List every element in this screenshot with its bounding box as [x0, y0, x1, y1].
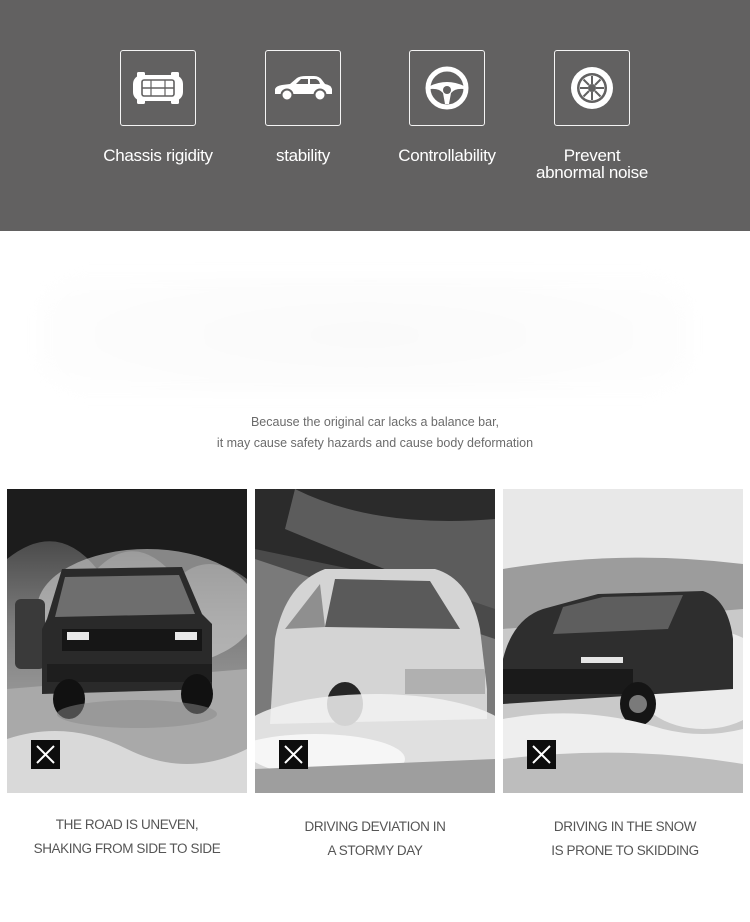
intro-line-1: Because the original car lacks a balance bar,: [250, 415, 500, 429]
feature-label: Chassis rigidity: [103, 146, 213, 165]
caption-line-1: DRIVING IN THE SNOW: [553, 819, 697, 834]
faded-product-image: [40, 275, 690, 395]
feature-controllability: [372, 50, 522, 164]
caption-uneven-road: [2, 813, 252, 861]
x-icon: [279, 740, 308, 769]
feature-label: stability: [276, 146, 330, 165]
caption-line-2: SHAKING FROM SIDE TO SIDE: [33, 841, 221, 856]
rainy-road-car-photo: [255, 489, 495, 793]
intro-line-2: it may cause safety hazards and cause body deformation: [216, 436, 534, 450]
snow-suv-photo: [503, 489, 743, 793]
chassis-icon: [120, 50, 196, 126]
steering-wheel-icon: [409, 50, 485, 126]
feature-prevent-noise: [517, 50, 667, 181]
x-icon: [31, 740, 60, 769]
x-icon: [527, 740, 556, 769]
caption-line-2: A STORMY DAY: [327, 843, 423, 858]
feature-stability: [228, 50, 378, 164]
caption-snow: [500, 815, 750, 863]
caption-line-2: IS PRONE TO SKIDDING: [551, 843, 699, 858]
feature-label: Controllability: [398, 146, 496, 165]
tire-icon: [554, 50, 630, 126]
features-band: [0, 0, 750, 231]
caption-stormy-day: [250, 815, 500, 863]
feature-chassis-rigidity: [83, 50, 233, 164]
caption-line-1: THE ROAD IS UNEVEN,: [55, 817, 199, 832]
caption-line-1: DRIVING DEVIATION IN: [304, 819, 446, 834]
intro-text: [0, 412, 750, 454]
car-icon: [265, 50, 341, 126]
feature-label: Prevent abnormal noise: [535, 146, 649, 182]
offroad-pickup-photo: [7, 489, 247, 793]
